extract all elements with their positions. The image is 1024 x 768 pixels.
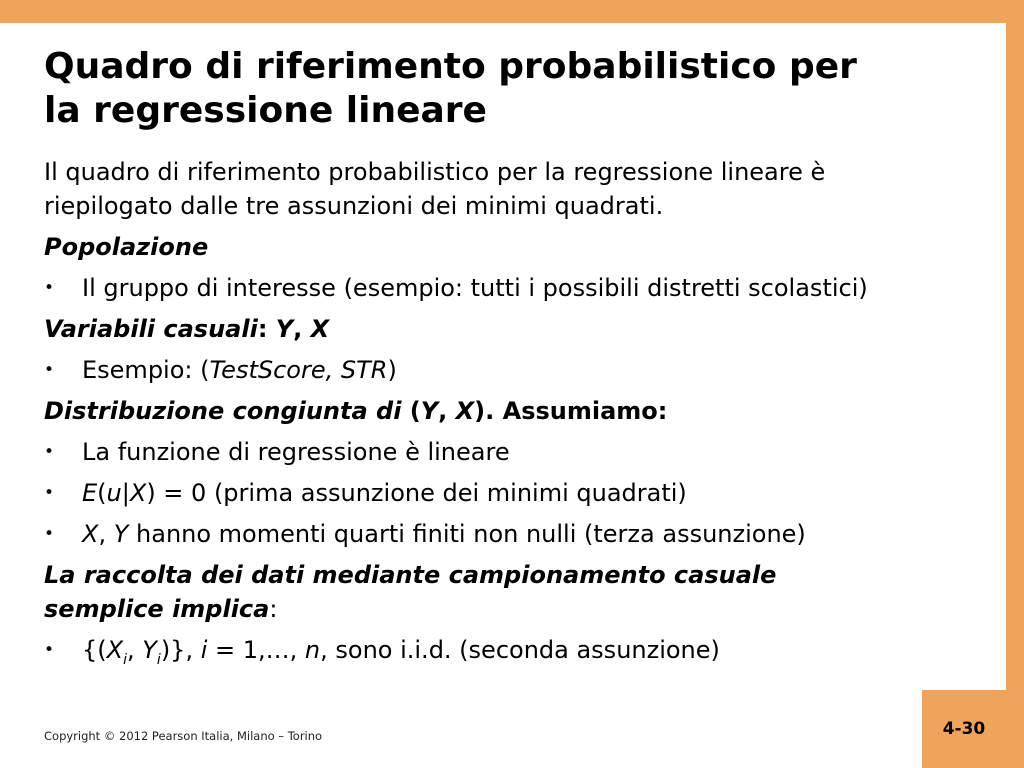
heading-variables-colon: : — [257, 315, 276, 343]
index-i: i — [200, 636, 208, 664]
sampling-heading-line-2: semplice implica — [44, 595, 270, 623]
assumption-three-text: hanno momenti quarti finiti non nulli (terza assunzione) — [128, 520, 806, 548]
var-y-moments: Y — [113, 520, 129, 548]
heading-population — [44, 230, 954, 264]
list-item — [44, 435, 954, 469]
assumption-two-text: , sono i.i.d. (seconda assunzione) — [320, 636, 720, 664]
example-suffix: ) — [387, 356, 397, 384]
sampling-colon: : — [269, 595, 278, 623]
sample-comma: , — [126, 636, 143, 664]
given-bar: | — [121, 479, 130, 507]
moments-comma: , — [98, 520, 114, 548]
joint-var-x: X — [455, 397, 475, 425]
bullet-icon: • — [44, 278, 55, 298]
variables-bullet-text — [82, 353, 397, 387]
right-border-bar — [1006, 0, 1024, 768]
sampling-bullet — [82, 633, 720, 677]
page-number-box — [922, 690, 1006, 768]
bullet-icon: • — [44, 640, 55, 660]
var-x-conditional: X — [129, 479, 147, 507]
joint-close: ). Assumiamo: — [474, 397, 668, 425]
list-item — [44, 353, 954, 387]
joint-comma: , — [438, 397, 456, 425]
list-item — [44, 517, 954, 551]
joint-bullet-2 — [82, 476, 687, 510]
subscript-i-x: i — [123, 651, 127, 668]
paren-open: ( — [97, 479, 107, 507]
title-line-1: Quadro di riferimento probabilistico per — [44, 46, 857, 87]
heading-joint-text: Distribuzione congiunta di — [44, 397, 402, 425]
joint-bullet-1: La funzione di regressione è lineare — [82, 438, 510, 466]
intro-paragraph: Il quadro di riferimento probabilistico per la regressione lineare è riepilogato dalle tre assunzioni dei minimi quadrati. — [44, 158, 826, 220]
list-item — [44, 476, 954, 510]
joint-bullet-3 — [82, 517, 806, 551]
heading-variables-text: Variabili casuali — [44, 315, 258, 343]
var-y: Y — [275, 315, 294, 343]
var-x: X — [310, 315, 330, 343]
joint-var-y: Y — [420, 397, 439, 425]
page-number: 4-30 — [942, 719, 986, 739]
bullet-icon: • — [44, 442, 55, 462]
bullet-icon: • — [44, 360, 55, 380]
var-u: u — [106, 479, 122, 507]
slide-title — [44, 45, 984, 133]
heading-random-variables — [44, 312, 954, 346]
example-prefix: Esempio: ( — [82, 356, 210, 384]
list-item — [44, 271, 954, 305]
set-open: {( — [82, 636, 107, 664]
heading-sampling — [44, 558, 954, 626]
sample-y: Y — [142, 636, 157, 664]
var-x-moments: X — [82, 520, 99, 548]
title-line-2: la regressione lineare — [44, 90, 487, 131]
top-border-bar — [0, 0, 1024, 23]
copyright-footer: Copyright © 2012 Pearson Italia, Milano – Torino — [44, 729, 323, 743]
heading-joint-distribution — [44, 394, 954, 428]
bullet-icon: • — [44, 524, 55, 544]
population-bullet-text: Il gruppo di interesse (esempio: tutti i possibili distretti scolastici) — [82, 274, 868, 302]
subscript-i-y: i — [156, 651, 161, 668]
bullet-icon: • — [44, 483, 55, 503]
joint-open: ( — [401, 397, 421, 425]
example-vars: TestScore, STR — [209, 356, 388, 384]
sampling-heading-line-1: La raccolta dei dati mediante campionamento casuale — [44, 561, 777, 589]
index-range: = 1,…, — [207, 636, 305, 664]
var-comma: , — [293, 315, 311, 343]
assumption-one-text: ) = 0 (prima assunzione dei minimi quadrati) — [146, 479, 687, 507]
list-item — [44, 633, 954, 677]
slide-body — [44, 155, 954, 677]
sample-x: X — [106, 636, 124, 664]
set-close: )}, — [160, 636, 201, 664]
index-n: n — [304, 636, 321, 664]
expectation-e: E — [82, 479, 98, 507]
heading-population-text: Popolazione — [44, 233, 209, 261]
